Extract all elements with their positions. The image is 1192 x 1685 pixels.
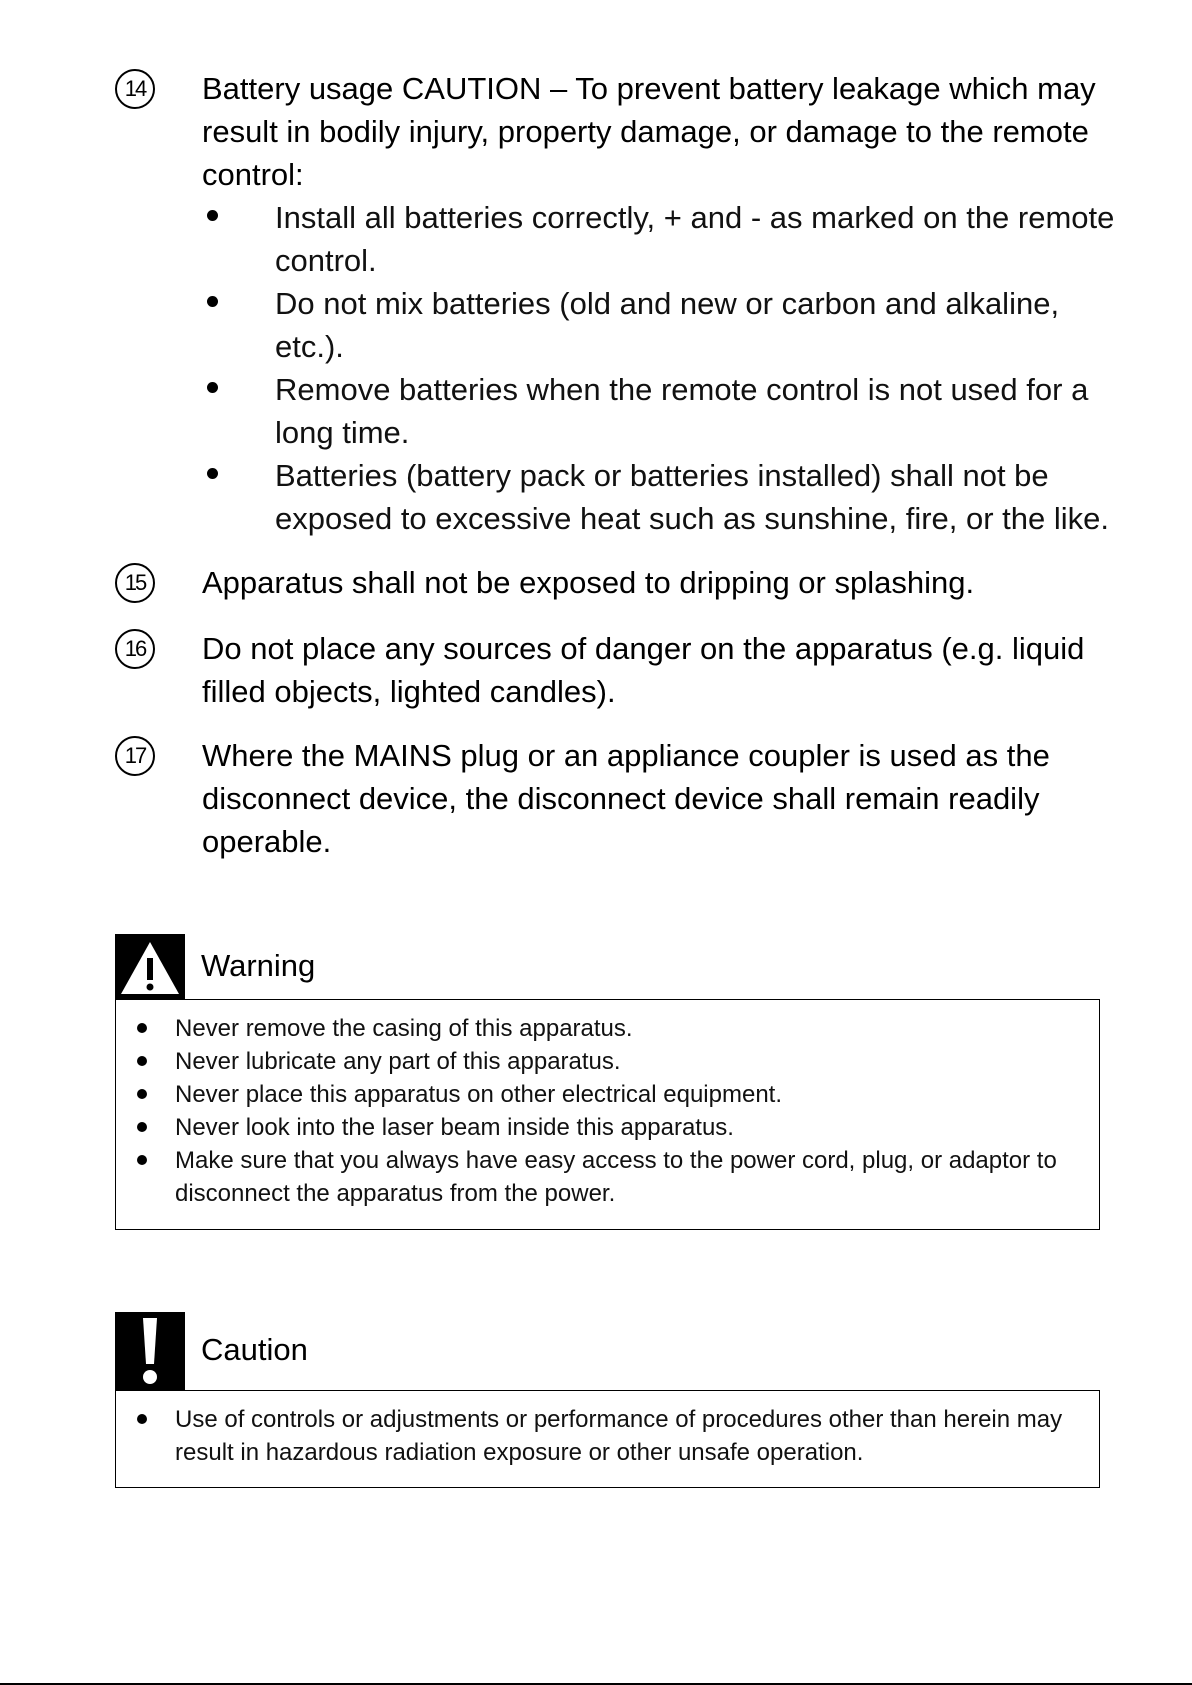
safety-item-16 [115, 627, 1115, 713]
item-number-badge: 16 [115, 629, 155, 669]
item-text: Do not place any sources of danger on the apparatus (e.g. liquid filled objects, lighted candles). [202, 631, 1085, 709]
item-number-badge: 15 [115, 563, 155, 603]
warning-triangle-icon [115, 934, 185, 1000]
list-item: Do not mix batteries (old and new or carbon and alkaline, etc.). [202, 282, 1115, 368]
caution-title: Caution [201, 1332, 308, 1367]
battery-bullet-list [115, 196, 1115, 540]
warning-box [115, 999, 1100, 1230]
safety-item-15 [115, 561, 1115, 604]
list-item: Never remove the casing of this apparatus. [116, 1012, 1079, 1045]
list-item: Never place this apparatus on other electrical equipment. [116, 1078, 1079, 1111]
exclamation-icon [115, 1312, 185, 1390]
caution-box [115, 1390, 1100, 1488]
item-text: Battery usage CAUTION – To prevent battery leakage which may result in bodily injury, property damage, or damage to the remote control: [202, 71, 1096, 192]
item-text: Where the MAINS plug or an appliance coupler is used as the disconnect device, the disconnect device shall remain readily operable. [202, 738, 1050, 859]
list-item: Batteries (battery pack or batteries installed) shall not be exposed to excessive heat such as sunshine, fire, or the like. [202, 454, 1115, 540]
caution-list [116, 1403, 1079, 1469]
list-item: Never look into the laser beam inside this apparatus. [116, 1111, 1079, 1144]
item-number-badge: 14 [115, 69, 155, 109]
list-item: Remove batteries when the remote control is not used for a long time. [202, 368, 1115, 454]
item-text: Apparatus shall not be exposed to dripping or splashing. [202, 565, 975, 600]
warning-title: Warning [201, 948, 316, 983]
list-item: Make sure that you always have easy access to the power cord, plug, or adaptor to disconnect the apparatus from the power. [116, 1144, 1079, 1210]
safety-item-14 [115, 67, 1115, 540]
caution-header [115, 1312, 415, 1390]
safety-item-17 [115, 734, 1115, 863]
list-item: Use of controls or adjustments or performance of procedures other than herein may result in hazardous radiation exposure or other unsafe operation. [116, 1403, 1079, 1469]
list-item: Install all batteries correctly, + and - as marked on the remote control. [202, 196, 1115, 282]
warning-header [115, 934, 415, 1000]
warning-list [116, 1012, 1079, 1210]
item-number-badge: 17 [115, 736, 155, 776]
list-item: Never lubricate any part of this apparatus. [116, 1045, 1079, 1078]
